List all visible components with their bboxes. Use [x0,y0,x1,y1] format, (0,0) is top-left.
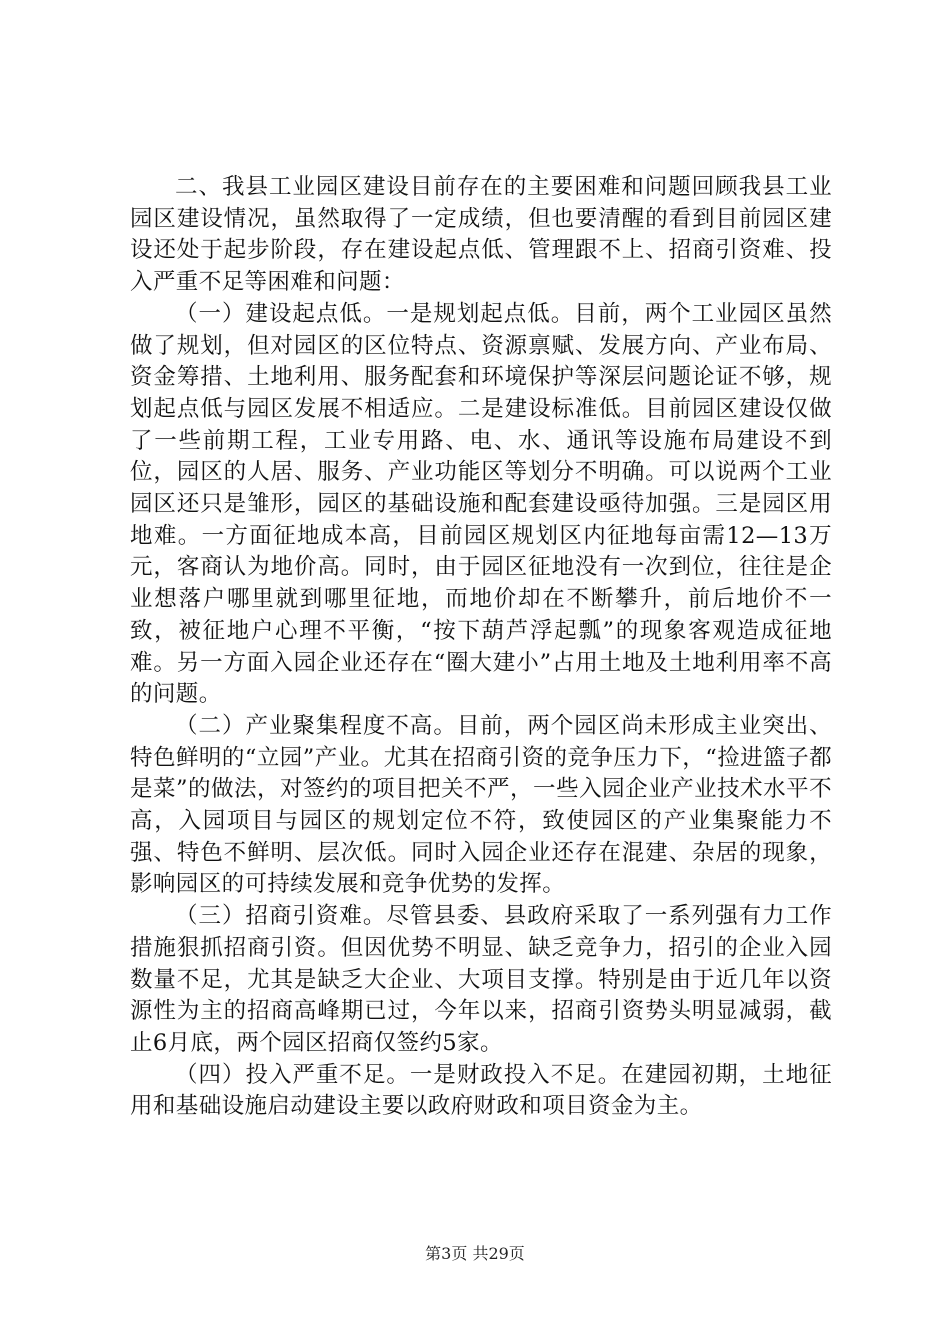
paragraph-low-starting-point: （一）建设起点低。一是规划起点低。目前，两个工业园区虽然做了规划，但对园区的区位特点、资源禀赋、发展方向、产业布局、资金筹措、土地利用、服务配套和环境保护等深层问题论证不够，规划起点低与园区发展不相适应。二是建设标准低。目前园区建设仅做了一些前期工程，工业专用路、电、水、通讯等设施布局建设不到位，园区的人居、服务、产业功能区等划分不明确。可以说两个工业园区还只是雏形，园区的基础设施和配套建设亟待加强。三是园区用地难。一方面征地成本高，目前园区规划区内征地每亩需12—13万元，客商认为地价高。同时，由于园区征地没有一次到位，往往是企业想落户哪里就到哪里征地，而地价却在不断攀升，前后地价不一致，被征地户心理不平衡，“按下葫芦浮起瓢”的现象客观造成征地难。另一方面入园企业还存在“圈大建小”占用土地及土地利用率不高的问题。 [130,300,832,708]
document-body [130,172,832,1123]
paragraph-investment-attraction: （三）招商引资难。尽管县委、县政府采取了一系列强有力工作措施狠抓招商引资。但因优势不明显、缺乏竞争力，招引的企业入园数量不足，尤其是缺乏大企业、大项目支撑。特别是由于近几年以资源性为主的招商高峰期已过，今年以来，招商引资势头明显减弱，截止6月底，两个园区招商仅签约5家。 [130,903,832,1056]
paragraph-insufficient-input: （四）投入严重不足。一是财政投入不足。在建园初期，土地征用和基础设施启动建设主要以政府财政和项目资金为主。 [130,1061,832,1120]
page-number-footer: 第3页 共29页 [425,1244,525,1263]
paragraph-main-problems: 二、我县工业园区建设目前存在的主要困难和问题回顾我县工业园区建设情况，虽然取得了一定成绩，但也要清醒的看到目前园区建设还处于起步阶段，存在建设起点低、管理跟不上、招商引资难、投入严重不足等困难和问题： [130,174,832,296]
paragraph-industry-clustering: （二）产业聚集程度不高。目前，两个园区尚未形成主业突出、特色鲜明的“立园”产业。尤其在招商引资的竞争压力下，“捡进篮子都是菜”的做法，对签约的项目把关不严，一些入园企业产业技术水平不高，入园项目与园区的规划定位不符，致使园区的产业集聚能力不强、特色不鲜明、层次低。同时入园企业还存在混建、杂居的现象，影响园区的可持续发展和竞争优势的发挥。 [130,712,832,898]
